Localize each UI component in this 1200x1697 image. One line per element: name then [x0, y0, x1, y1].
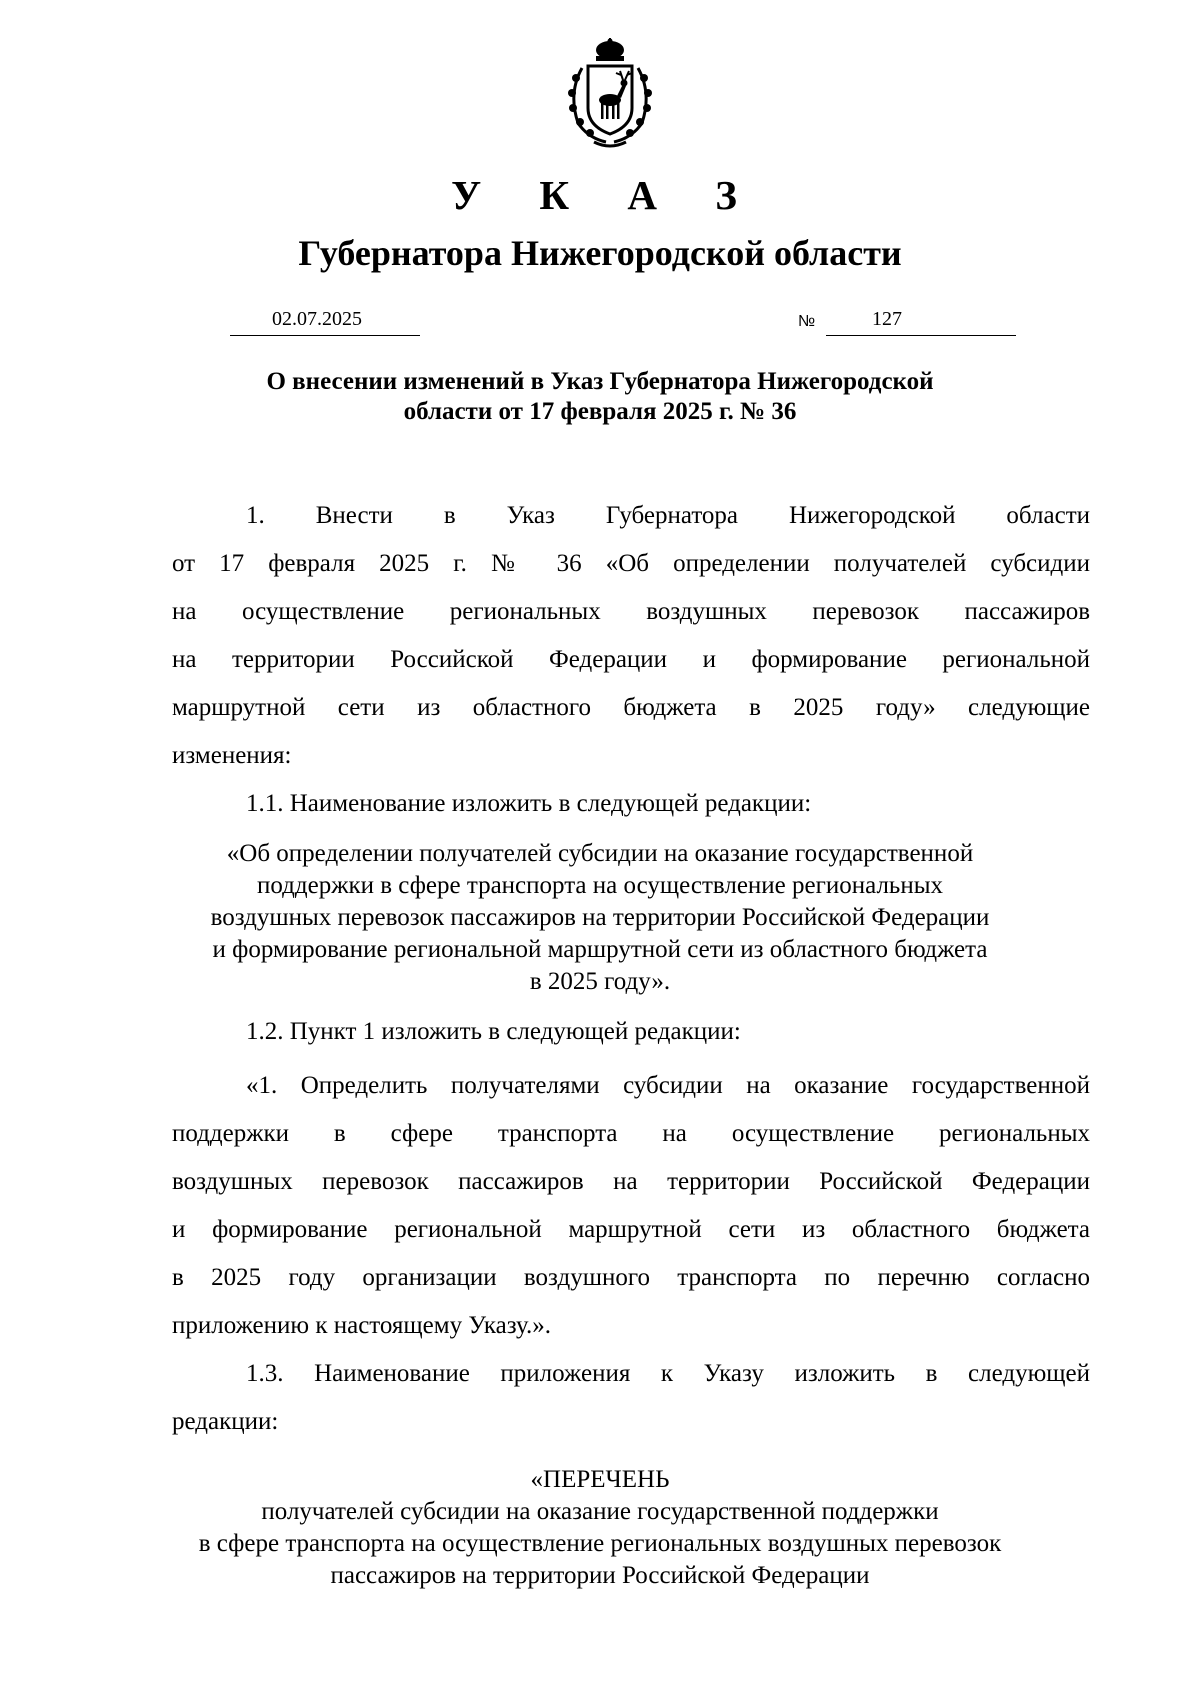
text-line: приложению к настоящему Указу.».	[172, 1312, 552, 1339]
text-line: в сфере транспорта на осуществление региональных воздушных перевозок	[198, 1530, 1002, 1557]
number-value: 127	[872, 308, 902, 330]
document-type-title: У К А З	[451, 172, 761, 218]
text-line: 1. Внести в Указ Губернатора Нижегородской области	[246, 502, 1090, 529]
text-line: на осуществление региональных воздушных перевозок пассажиров	[172, 598, 1090, 625]
text-line: изменения:	[172, 742, 292, 769]
text-line: 1.2. Пункт 1 изложить в следующей редакции:	[246, 1018, 741, 1045]
text-line: и формирование региональной маршрутной сети из областного бюджета	[172, 1216, 1090, 1243]
text-line: «1. Определить получателями субсидии на оказание государственной	[246, 1072, 1090, 1099]
heading-line-2: области от 17 февраля 2025 г. № 36	[403, 398, 797, 425]
paragraph-1-3	[172, 1350, 1090, 1446]
text-line: и формирование региональной маршрутной сети из областного бюджета	[212, 936, 988, 963]
heading-line-1: О внесении изменений в Указ Губернатора Нижегородской	[266, 368, 934, 395]
text-line: воздушных перевозок пассажиров на территории Российской Федерации	[210, 904, 990, 931]
text-line: маршрутной сети из областного бюджета в 2025 году» следующие	[172, 694, 1090, 721]
text-line: получателей субсидии на оказание государственной поддержки	[261, 1498, 939, 1525]
paragraph-1-2-quote	[172, 1062, 1090, 1350]
quoted-list-title	[0, 1464, 1200, 1592]
text-line: 1.3. Наименование приложения к Указу изложить в следующей	[246, 1360, 1090, 1387]
number-field	[826, 305, 1016, 336]
text-line: пассажиров на территории Российской Федерации	[330, 1562, 870, 1589]
paragraph-1-1	[172, 780, 1090, 828]
text-line: «ПЕРЕЧЕНЬ	[530, 1466, 670, 1493]
text-line: 1.1. Наименование изложить в следующей редакции:	[246, 790, 812, 817]
document-heading	[0, 367, 1200, 427]
text-line: «Об определении получателей субсидии на оказание государственной	[226, 840, 974, 867]
text-line: редакции:	[172, 1408, 279, 1435]
nizhny-novgorod-coat-of-arms-icon	[560, 38, 660, 150]
text-line: в 2025 году».	[529, 968, 671, 995]
paragraph-1-2	[172, 1008, 1090, 1056]
text-line: поддержки в сфере транспорта на осуществление региональных	[257, 872, 943, 899]
date-value: 02.07.2025	[272, 308, 362, 330]
text-line: воздушных перевозок пассажиров на территории Российской Федерации	[172, 1168, 1090, 1195]
date-field	[230, 305, 420, 336]
number-sign: №	[798, 313, 816, 330]
issuer-title: Губернатора Нижегородской области	[298, 233, 902, 273]
text-line: поддержки в сфере транспорта на осуществление региональных	[172, 1120, 1090, 1147]
paragraph-1	[172, 492, 1090, 780]
text-line: в 2025 году организации воздушного транспорта по перечню согласно	[172, 1264, 1090, 1291]
quoted-title-1	[0, 838, 1200, 998]
text-line: на территории Российской Федерации и формирование региональной	[172, 646, 1090, 673]
text-line: от 17 февраля 2025 г. № 36 «Об определении получателей субсидии	[172, 550, 1090, 577]
